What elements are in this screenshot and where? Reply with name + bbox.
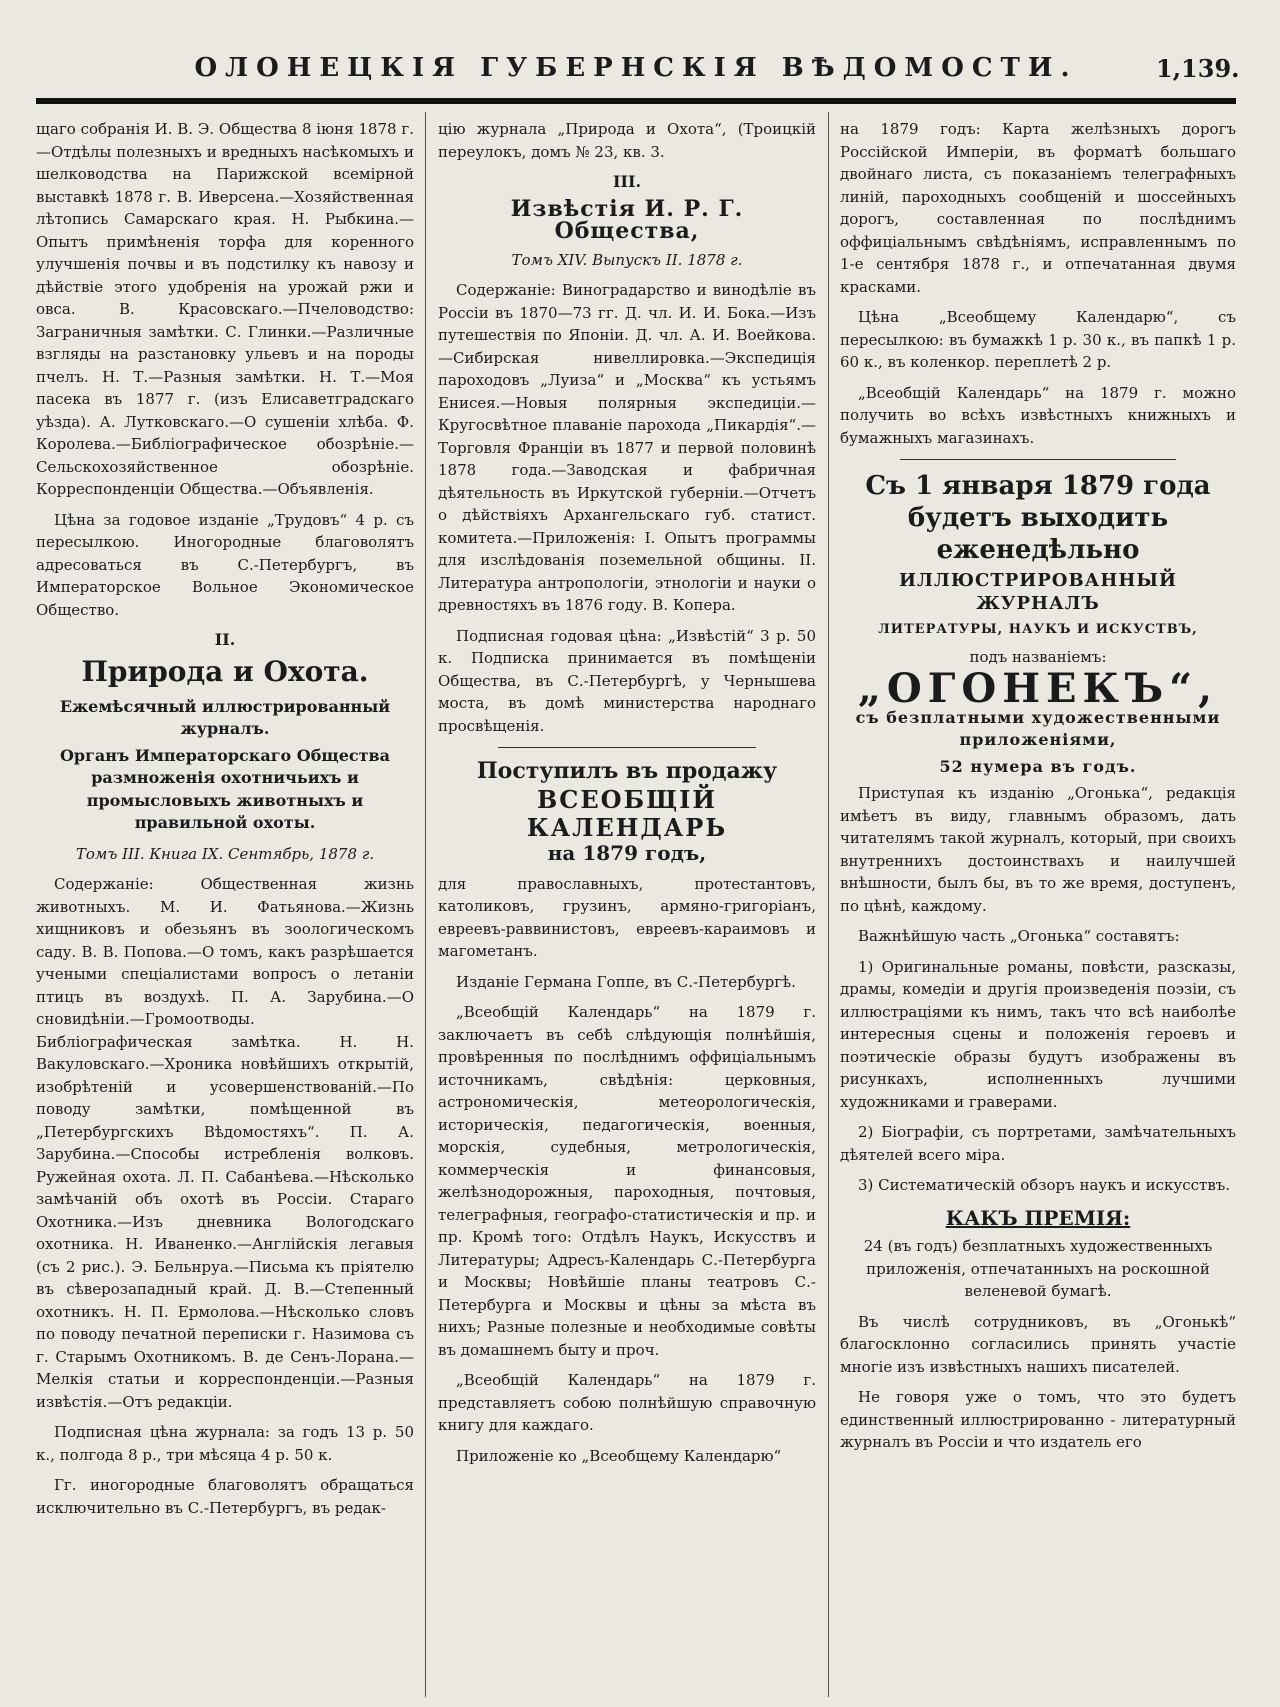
column-3 xyxy=(840,118,1236,1697)
text-paragraph: Приступая къ изданію „Огонька“, редакція имѣетъ въ виду, главнымъ образомъ, дать читателямъ такой журналъ, который, при своихъ внутреннихъ достоинствахъ и наилучшей внѣшности, былъ бы, въ то же время, доступенъ, по цѣнѣ, каждому. xyxy=(840,784,1236,915)
column-1 xyxy=(36,118,414,1697)
publisher-line: Изданіе Германа Гоппе, въ С.-Петербургѣ. xyxy=(456,972,796,991)
text-paragraph: цію журнала „Природа и Охота“, (Троицкій переулокъ, домъ № 23, кв. 3. xyxy=(438,120,816,161)
text-paragraph: 1) Оригинальные романы, повѣсти, разсказы, драмы, комедіи и другія произведенія поэзіи, съ иллюстраціями къ нимъ, такъ что всѣ наиболѣе интересныя сцены и положенія героевъ и поэтическіе образы будутъ изображены въ рисункахъ, исполненныхъ лучшими художниками и граверами. xyxy=(840,957,1236,1111)
text-paragraph: Содержаніе: Виноградарство и винодѣліе въ Россіи въ 1870—73 гг. Д. чл. И. И. Бока.—Изъ путешествія по Японіи. Д. чл. А. И. Воейкова.—Сибирская нивеллировка.—Экспедиція пароходовъ „Луиза“ и „Москва“ къ устьямъ Енисея.—Новыя полярныя экспедиціи.—Кругосвѣтное плаваніе парохода „Пикардія“.—Торговля Франціи въ 1877 и первой половинѣ 1878 года.—Заводская и фабричная дѣятельность въ Иркутской губерніи.—Отчетъ о дѣйствіяхъ Архангельскаго губ. статист. комитета.—Приложенія: I. Опытъ программы для изслѣдованія поземельной общины. II. Литература антропологіи, этнологіи и науки о древностяхъ въ 1876 году. В. Копера. xyxy=(438,281,816,614)
ogonek-name: „ОГОНЕКЪ“, xyxy=(857,665,1219,712)
section-number: II. xyxy=(214,630,236,649)
text-paragraph: Приложеніе ко „Всеобщему Календарю“ xyxy=(456,1446,782,1465)
premium-heading: КАКЪ ПРЕМІЯ: xyxy=(945,1205,1131,1230)
text-paragraph: для православныхъ, протестантовъ, католиковъ, грузинъ, армяно-григоріанъ, евреевъ-раввинистовъ, евреевъ-караимовъ и магометанъ. xyxy=(438,874,816,960)
ogonek-under-title: подъ названіемъ: xyxy=(969,647,1107,666)
header-rule xyxy=(36,98,1236,104)
text-paragraph: Не говоря уже о томъ, что это будетъ единственный иллюстрированно - литературный журналъ въ Россіи и что издатель его xyxy=(840,1388,1236,1451)
ogonek-subjects: ЛИТЕРАТУРЫ, НАУКЪ И ИСКУСТВЪ, xyxy=(878,622,1198,637)
text-paragraph: Подписная цѣна журнала: за годъ 13 р. 50 к., полгода 8 р., три мѣсяца 4 р. 50 к. xyxy=(36,1423,414,1464)
text-paragraph: 24 (въ годъ) безплатныхъ художественныхъ приложенія, отпечатанныхъ на роскошной веленевой бумагѣ. xyxy=(863,1237,1213,1300)
text-paragraph: 3) Систематическій обзоръ наукъ и искусствъ. xyxy=(858,1176,1231,1194)
text-paragraph: щаго собранія И. В. Э. Общества 8 іюня 1878 г.—Отдѣлы полезныхъ и вредныхъ насѣкомыхъ и шелководства на Парижской всемірной выставкѣ 1878 г. В. Иверсена.—Хозяйственная лѣтопись Самарскаго края. Н. Рыбкина.—Опытъ примѣненія торфа для коренного улучшенія почвы и въ подстилку къ навозу и дѣйствіе этого удобренія на урожай ржи и овса. В. Красовскаго.—Пчеловодство: Заграничныя замѣтки. С. Глинки.—Различные взгляды на разстановку ульевъ и на породы пчелъ. Н. Т.—Разныя замѣтки. Н. Т.—Моя пасека въ 1877 г. (изъ Елисаветградскаго уѣзда). А. Лутковскаго.—О сушеніи хлѣба. Ф. Королева.—Библіографическое обозрѣніе.—Сельскохозяйственное обозрѣніе. Корреспонденціи Общества.—Объявленія. xyxy=(36,120,414,498)
page-header xyxy=(36,48,1240,88)
text-paragraph: Гг. иногородные благоволятъ обращаться исключительно въ С.-Петербургъ, въ редак- xyxy=(36,1476,414,1517)
text-paragraph: „Всеобщій Календарь“ на 1879 г. представляетъ собою полнѣйшую справочную книгу для каждаго. xyxy=(438,1371,816,1434)
column-2 xyxy=(438,118,816,1697)
ad-calendar-title: ВСЕОБЩІЙ КАЛЕНДАРЬ xyxy=(526,785,728,842)
column-divider xyxy=(425,112,426,1697)
text-paragraph: „Всеобщій Календарь“ на 1879 г. можно получить во всѣхъ извѣстныхъ книжныхъ и бумажныхъ магазинахъ. xyxy=(840,383,1236,447)
divider xyxy=(498,747,756,748)
column-divider xyxy=(828,112,829,1697)
volume-line: Томъ III. Книга IX. Сентябрь, 1878 г. xyxy=(75,844,375,863)
text-paragraph: Въ числѣ сотрудниковъ, въ „Огонькѣ“ благосклонно согласились принять участіе многіе изъ извѣстныхъ нашихъ писателей. xyxy=(840,1312,1236,1376)
ad-title: Поступилъ въ продажу xyxy=(476,758,778,784)
divider xyxy=(900,459,1176,460)
section-subtitle: Ежемѣсячный иллюстрированный журналъ. xyxy=(59,696,391,738)
ogonek-headline: Съ 1 января 1879 года будетъ выходить еженедѣльно xyxy=(865,471,1211,565)
section-title: Природа и Охота. xyxy=(81,654,369,688)
newspaper-title: ОЛОНЕЦКІЯ ГУБЕРНСКІЯ ВѢДОМОСТИ. xyxy=(194,53,1078,83)
section-number: III. xyxy=(612,172,642,191)
ogonek-journal-type: ИЛЛЮСТРИРОВАННЫЙ ЖУРНАЛЪ xyxy=(898,570,1177,614)
ogonek-issues: 52 нумера въ годъ. xyxy=(939,756,1137,776)
text-paragraph: Содержаніе: Общественная жизнь животныхъ. М. И. Фатьянова.—Жизнь хищниковъ и обезьянъ въ зоологическомъ саду. В. В. Попова.—О томъ, какъ разрѣшается учеными спеціалистами вопросъ о летаніи птицъ въ воздухѣ. П. А. Зарубина.—О сновидѣніи.—Громоотводы. Библіографическая замѣтка. Н. Н. Вакуловскаго.—Хроника новѣйшихъ открытій, изобрѣтеній и усовершенствованій.—По поводу замѣтки, помѣщенной въ „Петербургскихъ Вѣдомостяхъ“. П. А. Зарубина.—Способы истребленія волковъ. Ружейная охота. Л. П. Сабанѣева.—Нѣсколько замѣчаній объ охотѣ въ Россіи. Стараго Охотника.—Изъ дневника Вологодскаго охотника. Н. Иваненко.—Англійскія легавыя (съ 2 рис.). Э. Бельнруа.—Письма къ пріятелю въ сѣверозападный край. Д. В.—Степенный охотникъ. Н. П. Ермолова.—Нѣсколько словъ по поводу печатной переписки г. Назимова съ г. Старымъ Охотникомъ. В. де Сенъ-Лорана.—Мелкія статьи и корреспонденціи.—Разныя извѣстія.—Отъ редакціи. xyxy=(36,875,414,1411)
page-number: 1,139. xyxy=(1156,53,1240,83)
text-paragraph: на 1879 годъ: Карта желѣзныхъ дорогъ Россійской Имперіи, въ форматѣ большаго двойнаго листа, съ показаніемъ телеграфныхъ линій, пароходныхъ сообщеній и шоссейныхъ дорогъ, составленная по послѣднимъ оффиціальнымъ свѣдѣніямъ, исправленнымъ по 1-е сентября 1878 г., и отпечатанная двумя красками. xyxy=(840,120,1236,296)
text-paragraph: Подписная годовая цѣна: „Извѣстій“ 3 р. 50 к. Подписка принимается въ помѣщеніи Общества, въ С.-Петербургѣ, у Чернышева моста, въ домѣ министерства народнаго просвѣщенія. xyxy=(438,626,816,735)
section-title: Извѣстія И. Р. Г. Общества, xyxy=(510,195,744,244)
text-paragraph: 2) Біографіи, съ портретами, замѣчательныхъ дѣятелей всего міра. xyxy=(840,1123,1236,1164)
organ-description: Органъ Императорскаго Общества размноженія охотничьихъ и промысловыхъ животныхъ и правильной охоты. xyxy=(59,745,391,832)
text-paragraph: „Всеобщій Календарь“ на 1879 г. заключаетъ въ себѣ слѣдующія полнѣйшія, провѣренныя по послѣднимъ оффиціальнымъ источникамъ, свѣдѣнія: церковныя, астрономическія, метеорологическія, историческія, педагогическія, военныя, морскія, судебныя, метрологическія, коммерческія и финансовыя, желѣзнодорожныя, пароходныя, почтовыя, телеграфныя, географо-статистическія и пр. и пр. Кромѣ того: Отдѣлъ Наукъ, Искусствъ и Литературы; Адресъ-Календарь С.-Петербурга и Москвы; Новѣйшіе планы театровъ С.-Петербурга и Москвы и цѣны за мѣста въ нихъ; Разные полезные и необходимые совѣты въ домашнемъ быту и проч. xyxy=(438,1003,816,1359)
ogonek-free-supplements: съ безплатными художественными приложеніями, xyxy=(855,707,1221,749)
text-paragraph: Цѣна „Всеобщему Календарю“, съ пересылкою: въ бумажкѣ 1 р. 30 к., въ папкѣ 1 р. 60 к., въ коленкор. переплетѣ 2 р. xyxy=(840,308,1236,371)
volume-line: Томъ XIV. Выпускъ II. 1878 г. xyxy=(511,250,743,269)
ad-year: на 1879 годъ, xyxy=(547,841,707,865)
text-paragraph: Важнѣйшую часть „Огонька“ составятъ: xyxy=(858,927,1180,945)
text-paragraph: Цѣна за годовое изданіе „Трудовъ“ 4 р. съ пересылкою. Иногородные благоволятъ адресоваться въ С.-Петербургъ, въ Императорское Вольное Экономическое Общество. xyxy=(36,510,414,619)
